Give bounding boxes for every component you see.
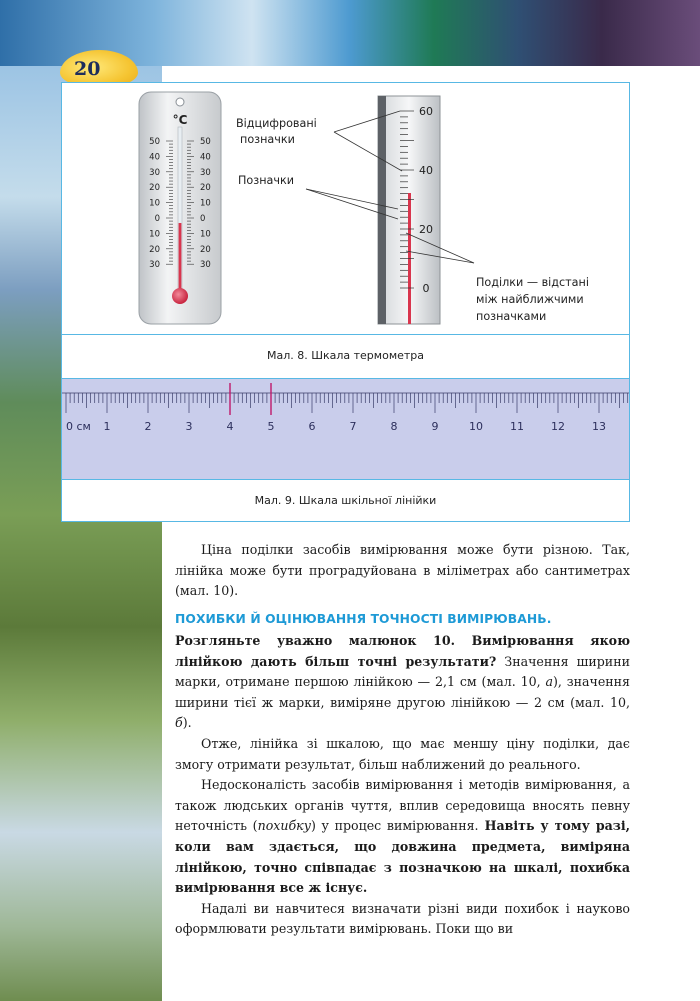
enlarged-scale-label: 20	[419, 223, 433, 236]
enlarged-scale-label: 0	[422, 282, 430, 295]
divider-line	[62, 479, 629, 480]
mercury-bulb	[172, 288, 188, 304]
label-numbered-marks-1: Відцифровані	[236, 117, 317, 130]
thermometer-left-label: 10	[149, 229, 160, 240]
thermometer-left-label: 30	[149, 260, 160, 271]
paragraph-2-end: ).	[182, 715, 192, 731]
paragraph-1	[175, 540, 630, 602]
ruler-label: 0 см	[66, 420, 91, 433]
label-numbered-marks-2: позначки	[240, 133, 295, 146]
ruler-label: 8	[390, 420, 398, 433]
ruler-label: 7	[349, 420, 357, 433]
thermometer-right-label: 10	[200, 229, 211, 240]
thermometer-left-label: 30	[149, 167, 160, 178]
paragraph-4-emphasis: Навіть у тому разі, коли вам здається, що довжина предмета, виміряна лінійкою, точно співпадає з позначкою на шкалі, похибка вимірювання все ж існує.	[175, 818, 630, 896]
thermometer-left-label: 0	[154, 214, 160, 224]
thermometer-left-label: 20	[149, 183, 160, 194]
figure-8-caption: Мал. 8. Шкала термометра	[266, 349, 425, 362]
thermometer-right-label: 20	[200, 183, 211, 194]
section-heading: ПОХИБКИ Й ОЦІНЮВАННЯ ТОЧНОСТІ ВИМІРЮВАНЬ.	[175, 612, 552, 626]
ruler-label: 2	[144, 420, 152, 433]
figure-frame	[61, 82, 630, 522]
enlarged-scale-label: 60	[419, 105, 433, 118]
term-error: похибку	[257, 818, 311, 834]
label-divisions-1: Поділки — відстані	[476, 276, 589, 289]
ruler-label: 10	[469, 420, 483, 433]
thermometer-right-label: 40	[200, 152, 211, 163]
ruler-label: 3	[185, 420, 193, 433]
page-number: 20	[60, 50, 138, 88]
thermometer-right-label: 20	[200, 244, 211, 255]
label-marks: Позначки	[238, 174, 295, 187]
ruler-label: 6	[308, 420, 316, 433]
thermometer-left-label: 40	[149, 152, 160, 163]
thermometer-right-label: 0	[200, 214, 206, 224]
paragraph-4-end: ) у процес вимірювання.	[311, 818, 479, 834]
thermometer-right-scale	[200, 137, 211, 270]
ruler-label: 5	[267, 420, 275, 433]
thermometer-right-label: 30	[200, 167, 211, 178]
thermometer-right-label: 30	[200, 260, 211, 271]
ruler-label: 12	[551, 420, 565, 433]
thermometer-left-label: 10	[149, 198, 160, 209]
thermometer-left-scale	[149, 137, 160, 270]
label-divisions-3: позначками	[476, 310, 547, 323]
ruler-label: 1	[103, 420, 111, 433]
paragraph-2-part-a: Значення ширини марки, отримане першою лінійкою — 2,1 см (мал. 10,	[175, 653, 630, 690]
paragraph-2	[175, 631, 630, 940]
divider-line	[62, 334, 629, 335]
ruler-label: 9	[431, 420, 439, 433]
ruler-label: 13	[592, 420, 606, 433]
paragraph-1-text: Ціна поділки засобів вимірювання може бути різною. Так, лінійка може бути проградуйована в міліметрах або сантиметрах (мал. 10).	[175, 542, 630, 599]
hanging-hole	[176, 98, 184, 106]
thermometer-left-label: 50	[149, 137, 160, 147]
ruler-numbers	[66, 420, 606, 433]
mercury-column	[179, 223, 182, 295]
paragraph-5: Надалі ви навчитеся визначати різні види похибок і науково оформлювати результати вимірювань. Поки що ви	[175, 900, 630, 937]
paragraph-2-part-b: ), значення ширини тієї ж марки, виміряне другою лінійкою — 2 см (мал. 10,	[175, 674, 631, 710]
fig-letter-b: б	[175, 715, 183, 731]
fig-letter-a: а	[545, 674, 553, 690]
paragraph-4-start: Недосконалість засобів вимірювання і методів вимірювання, а також людських органів чуття, вплив середовища вносять певну неточність (	[175, 777, 630, 834]
figure-9-caption: Мал. 9. Шкала шкільної лінійки	[254, 494, 437, 507]
figure-9-ruler	[62, 379, 629, 479]
figure-8-thermometer	[62, 83, 629, 334]
scale-edge	[378, 96, 386, 324]
ruler-illustration	[62, 379, 629, 479]
ruler-label: 4	[226, 420, 234, 433]
label-divisions-2: між найближчими	[476, 293, 584, 306]
paragraph-4	[175, 775, 630, 899]
enlarged-scale-label: 40	[419, 164, 433, 177]
thermometer-left-label: 20	[149, 244, 160, 255]
paragraph-3: Отже, лінійка зі шкалою, що має меншу ціну поділки, дає змогу отримати результат, більш наближений до реального.	[175, 735, 630, 772]
thermometer-illustration	[62, 83, 629, 334]
thermometer-right-label: 10	[200, 198, 211, 209]
ruler-label: 11	[510, 420, 524, 433]
paragraph-2-question: Розгляньте уважно малюнок 10. Вимірювання якою лінійкою дають більш точні результати?	[175, 633, 630, 669]
thermometer-right-label: 50	[200, 137, 211, 147]
celsius-symbol: °C	[172, 113, 188, 127]
